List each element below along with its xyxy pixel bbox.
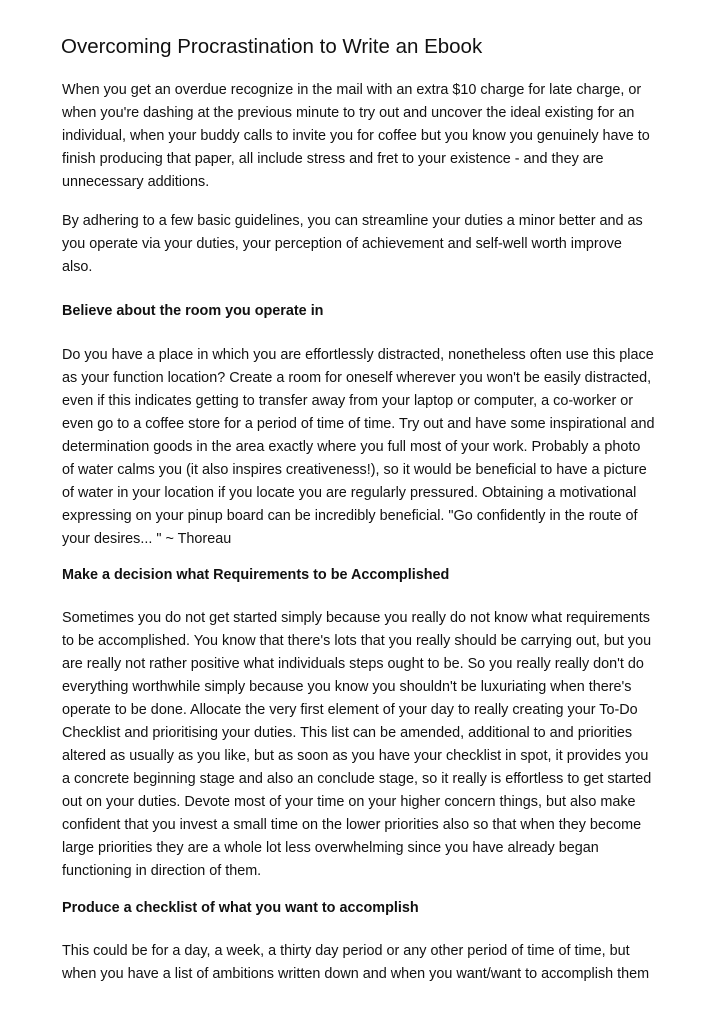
text-line: are really not rather positive what individuals steps ought to be. So you really really don't do [62,656,644,672]
text-line: functioning in direction of them. [62,863,262,879]
intro-paragraph-2 [62,210,643,279]
text-line: expressing on your pinup board can be incredibly beneficial. "Go confidently in the route of [62,508,638,524]
text-line: of water in your location if you locate you are regularly pressured. Obtaining a motivational [62,485,637,501]
text-line: of water calms you (it also inspires creativeness!), so it would be beneficial to have a picture [62,462,647,478]
text-line: When you get an overdue recognize in the mail with an extra $10 charge for late charge, or [62,82,642,98]
text-line: Do you have a place in which you are effortlessly distracted, nonetheless often use this place [62,347,654,363]
heading-text: Make a decision what Requirements to be Accomplished [62,567,450,583]
text-line: altered as usually as you like, but as soon as you have your checklist in spot, it provides you [62,748,649,764]
text-line: operate to be done. Allocate the very first element of your day to really creating your To-Do [62,702,638,718]
text-line: Checklist and prioritising your duties. This list can be amended, additional to and priorities [62,725,633,741]
text-line: out on your duties. Devote most of your time on your higher concern things, but also make [62,794,636,810]
text-line: even go to a coffee store for a period of time of time. Try out and have some inspirational and [62,416,655,432]
section-body-workspace [62,344,655,551]
document-title: Overcoming Procrastination to Write an Ebook [61,35,483,58]
heading-text: Produce a checklist of what you want to accomplish [62,900,419,916]
text-line: individual, when your buddy calls to invite you for coffee but you know you genuinely have to [62,128,650,144]
section-heading-requirements [62,564,449,587]
text-line: when you're dashing at the previous minute to try out and uncover the ideal existing for an [62,105,635,121]
text-line: everything worthwhile simply because you know you shouldn't be luxuriating when there's [62,679,632,695]
section-heading-workspace [62,300,323,323]
section-body-checklist [62,940,649,986]
text-line: you operate via your duties, your perception of achievement and self-well worth improve [62,236,622,252]
text-line: By adhering to a few basic guidelines, you can streamline your duties a minor better and as [62,213,643,229]
text-line: Sometimes you do not get started simply because you really do not know what requirements [62,610,650,626]
text-line: determination goods in the area exactly where you full most of your work. Probably a photo [62,439,641,455]
text-line: confident that you invest a small time on the lower priorities also so that when they become [62,817,642,833]
text-line: your desires... " ~ Thoreau [62,531,232,547]
intro-paragraph-1 [62,79,650,194]
section-body-requirements [62,607,651,883]
text-line: when you have a list of ambitions written down and when you want/want to accomplish them [62,966,650,982]
text-line: large priorities they are a whole lot less overwhelming since you have already began [62,840,599,856]
text-line: even if this indicates getting to transfer away from your laptop or computer, a co-worker or [62,393,634,409]
text-line: a concrete beginning stage and also an conclude stage, so it really is effortless to get started [62,771,652,787]
text-line: as your function location? Create a room for oneself wherever you won't be easily distracted, [62,370,652,386]
text-line: This could be for a day, a week, a thirty day period or any other period of time of time, but [62,943,630,959]
section-heading-checklist [62,897,419,920]
text-line: also. [62,259,93,275]
text-line: to be accomplished. You know that there's lots that you really should be carrying out, but you [62,633,652,649]
text-line: unnecessary additions. [62,174,210,190]
heading-text: Believe about the room you operate in [62,303,324,319]
text-line: finish producing that paper, all include stress and fret to your existence - and they are [62,151,604,167]
